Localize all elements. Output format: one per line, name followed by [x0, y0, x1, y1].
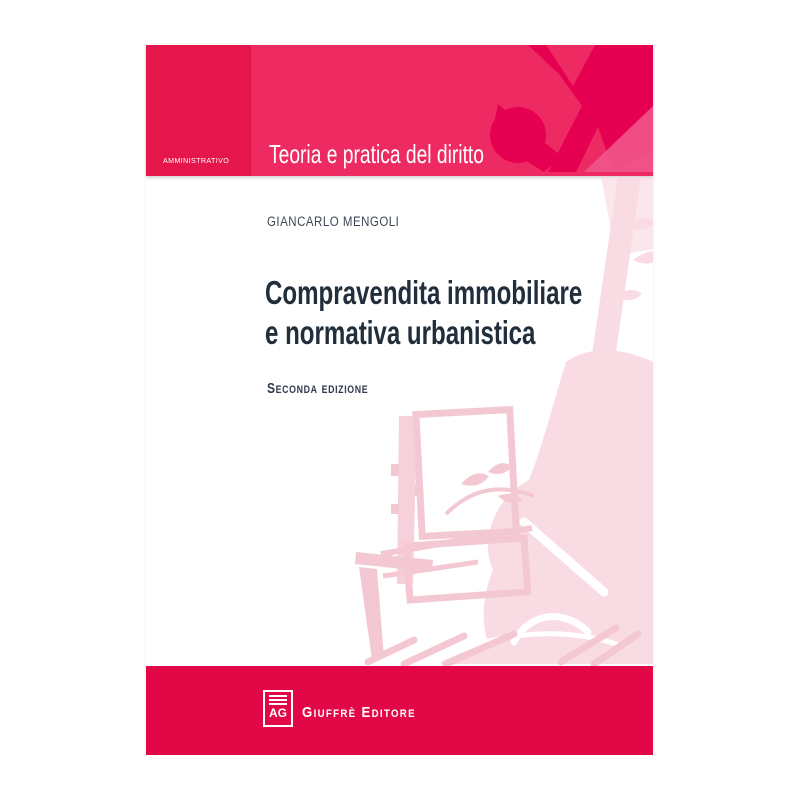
book-title: [265, 273, 582, 353]
art-pale-shapes: [441, 177, 653, 664]
cover-artwork: [146, 44, 653, 757]
publisher-name: Giuffrè Editore: [302, 704, 416, 721]
author-name: GIANCARLO MENGOLI: [267, 214, 400, 229]
logo-monogram: AG: [269, 706, 287, 720]
giuffre-logo-icon: [263, 690, 293, 727]
series-category-label: AMMINISTRATIVO: [163, 156, 230, 165]
publisher-band: [146, 666, 653, 755]
book-cover: [146, 44, 653, 757]
series-title: Teoria e pratica del diritto: [269, 139, 484, 169]
logo-lines: [269, 695, 287, 705]
book-title-line1: Compravendita immobiliare: [265, 274, 583, 311]
edition-label: Seconda edizione: [267, 380, 369, 397]
book-title-line2: e normativa urbanistica: [265, 314, 536, 351]
